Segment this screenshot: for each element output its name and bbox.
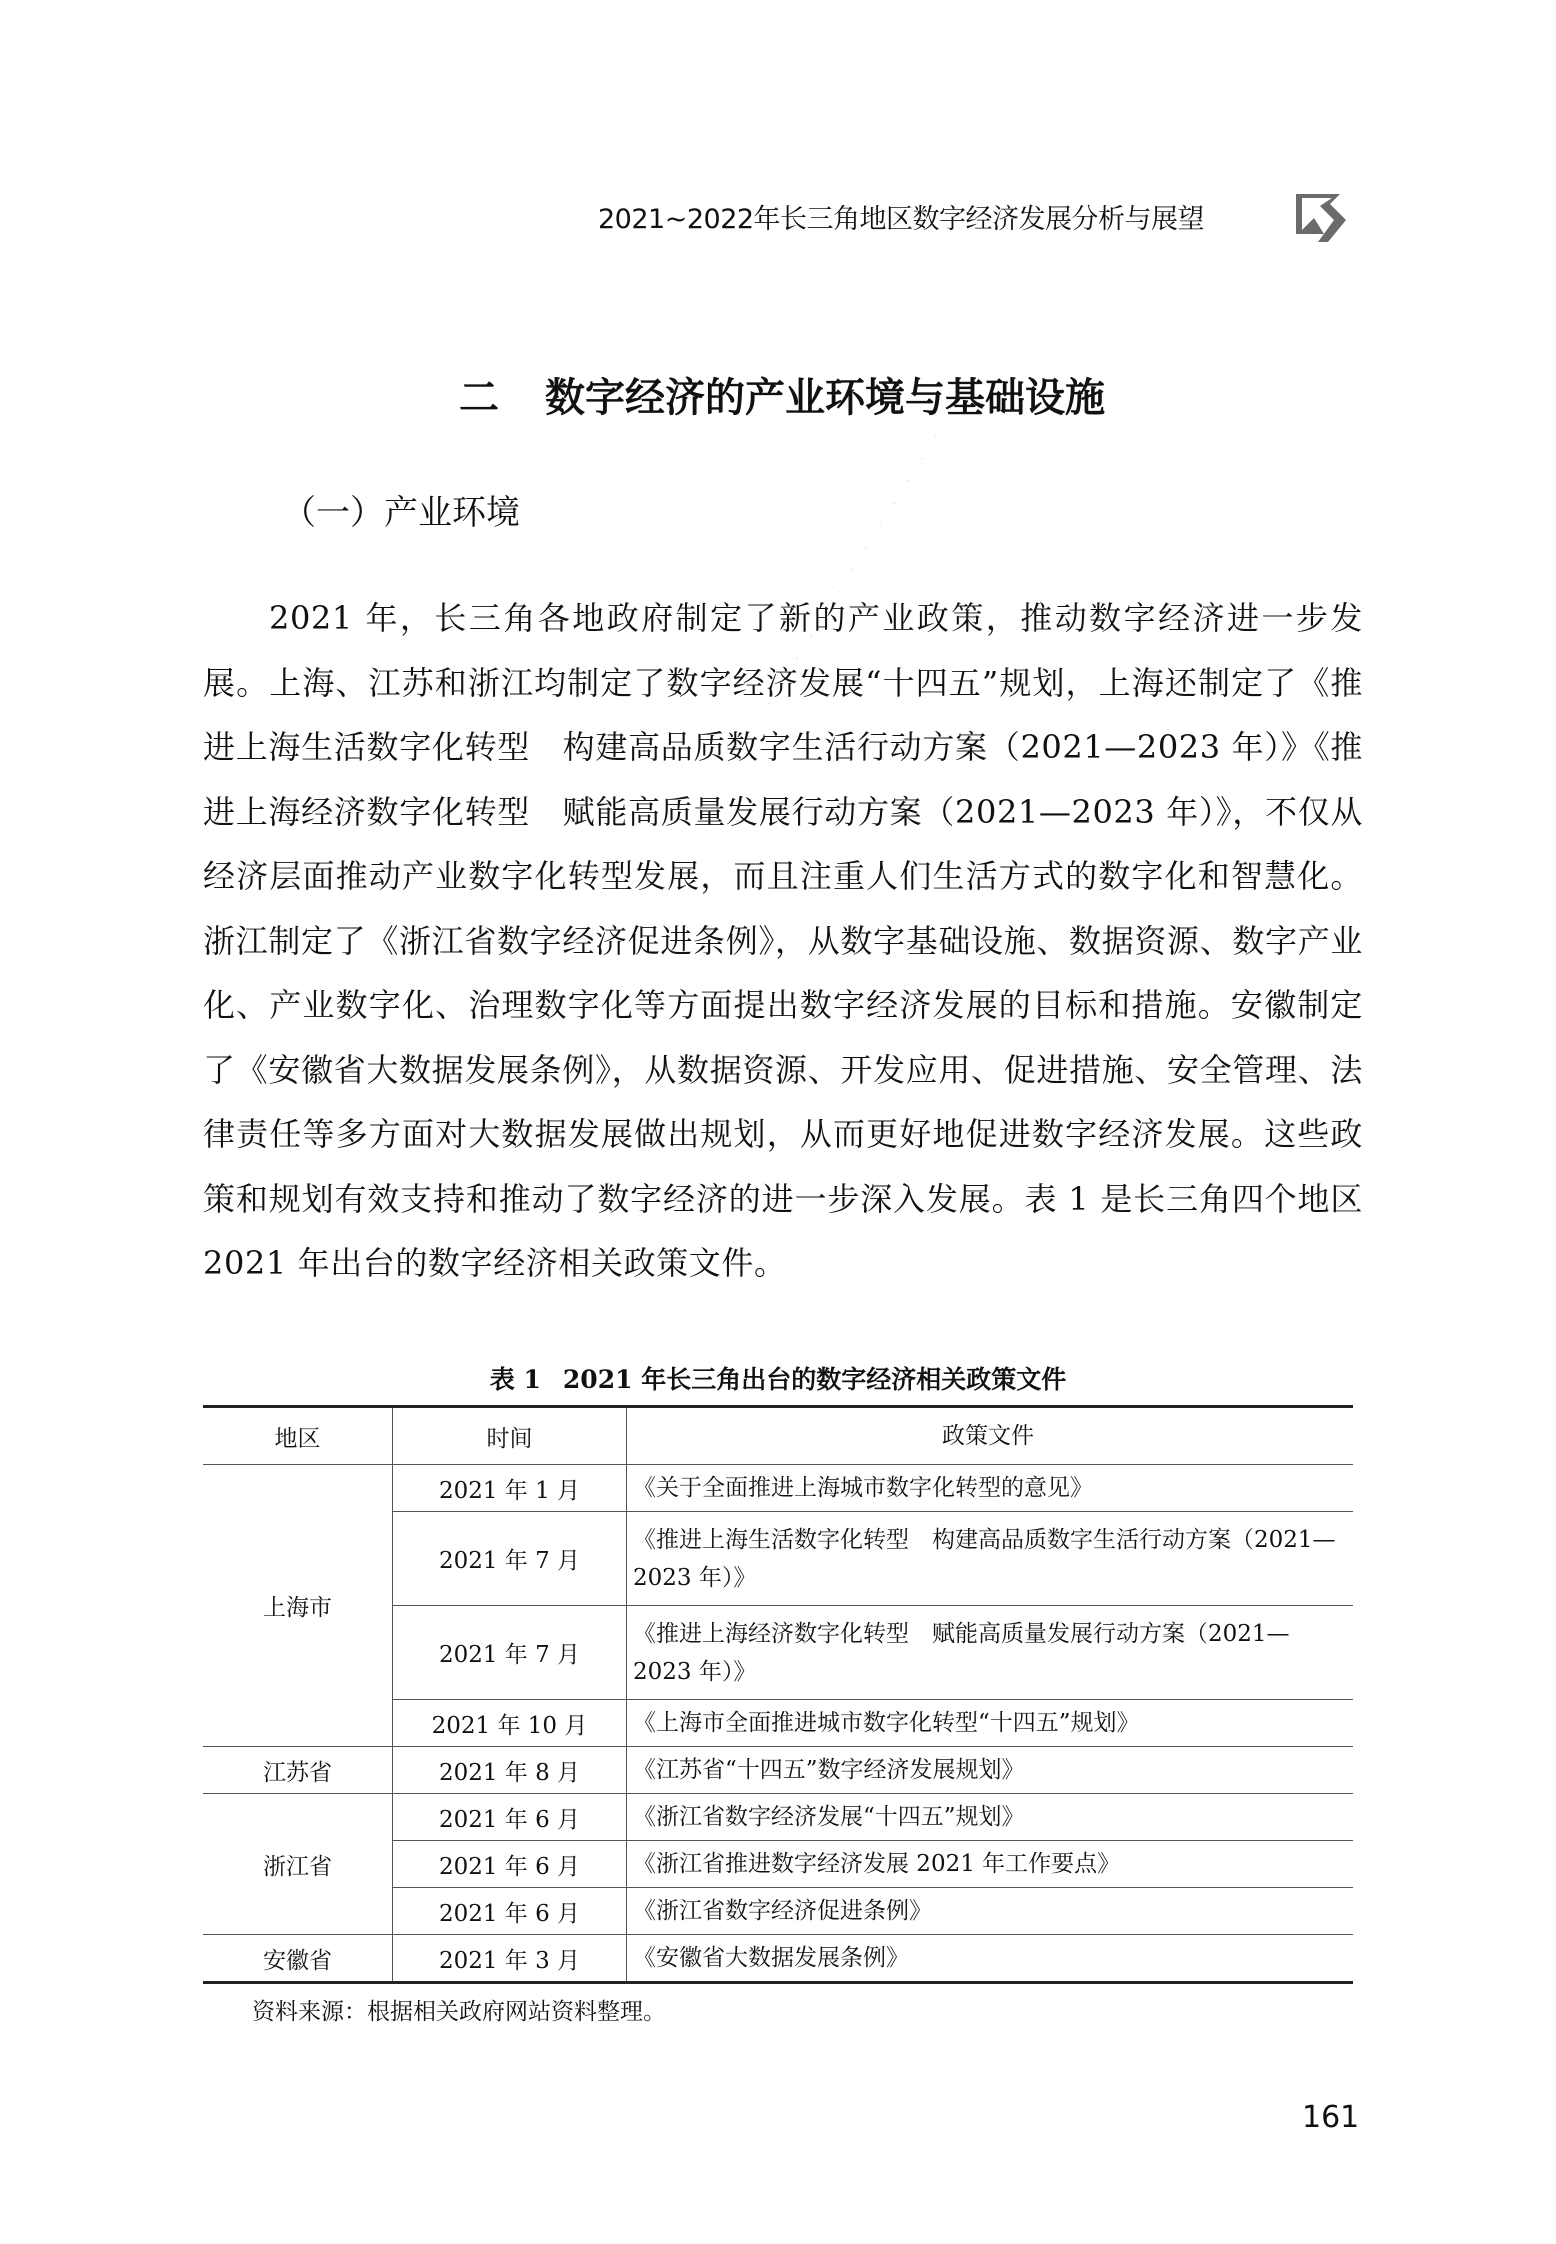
document-cell: 《上海市全面推进城市数字化转型“十四五”规划》 [627, 1700, 1354, 1747]
time-cell: 2021 年 6 月 [393, 1794, 627, 1841]
table-caption [0, 1362, 1556, 1398]
document-cell: 《浙江省推进数字经济发展 2021 年工作要点》 [627, 1841, 1354, 1888]
document-cell: 《浙江省数字经济发展“十四五”规划》 [627, 1794, 1354, 1841]
watermark: · · · · · · · · · · · · · · [760, 400, 964, 711]
table-source-note: 资料来源：根据相关政府网站资料整理。 [252, 1999, 666, 2025]
region-cell: 浙江省 [203, 1794, 393, 1935]
table-row [203, 1794, 1353, 1841]
column-header-document: 政策文件 [627, 1407, 1354, 1465]
time-cell: 2021 年 7 月 [393, 1606, 627, 1700]
table-caption-label: 表 1 [489, 1365, 541, 1394]
table-row [203, 1747, 1353, 1794]
time-cell: 2021 年 1 月 [393, 1465, 627, 1512]
running-header-title: 2021~2022年长三角地区数字经济发展分析与展望 [598, 204, 1205, 235]
table-caption-title: 2021 年长三角出台的数字经济相关政策文件 [562, 1365, 1067, 1394]
region-cell: 安徽省 [203, 1935, 393, 1983]
document-cell: 《推进上海生活数字化转型 构建高品质数字生活行动方案（2021—2023 年）》 [627, 1512, 1354, 1606]
column-header-time: 时间 [393, 1407, 627, 1465]
table-row [203, 1935, 1353, 1983]
time-cell: 2021 年 10 月 [393, 1700, 627, 1747]
document-cell: 《江苏省“十四五”数字经济发展规划》 [627, 1747, 1354, 1794]
document-cell: 《关于全面推进上海城市数字化转型的意见》 [627, 1465, 1354, 1512]
subsection-title: （一）产业环境 [282, 493, 520, 533]
time-cell: 2021 年 7 月 [393, 1512, 627, 1606]
document-cell: 《安徽省大数据发展条例》 [627, 1935, 1354, 1983]
section-number: 二 [459, 374, 499, 421]
section-title [0, 372, 1556, 424]
time-cell: 2021 年 6 月 [393, 1841, 627, 1888]
column-header-region: 地区 [203, 1407, 393, 1465]
page-number: 161 [1302, 2100, 1360, 2135]
body-paragraph: 2021 年，长三角各地政府制定了新的产业政策，推动数字经济进一步发展。上海、江苏和浙江均制定了数字经济发展“十四五”规划，上海还制定了《推进上海生活数字化转型 构建高品质数字生活行动方案（2021—2023 年）》《推进上海经济数字化转型 赋能高质量发展行动方案（2021—2023 年）》，不仅从经济层面推动产业数字化转型发展，而且注重人们生活方式的数字化和智慧化。浙江制定了《浙江省数字经济促进条例》，从数字基础设施、数据资源、数字产业化、产业数字化、治理数字化等方面提出数字经济发展的目标和措施。安徽制定了《安徽省大数据发展条例》，从数据资源、开发应用、促进措施、安全管理、法律责任等多方面对大数据发展做出规划，从而更好地促进数字经济发展。这些政策和规划有效支持和推动了数字经济的进一步深入发展。表 1 是长三角四个地区 2021 年出台的数字经济相关政策文件。 [203, 599, 1363, 1282]
policy-table [203, 1405, 1353, 1984]
region-cell: 江苏省 [203, 1747, 393, 1794]
document-cell: 《浙江省数字经济促进条例》 [627, 1888, 1354, 1935]
table-header-row [203, 1407, 1353, 1465]
table-row [203, 1465, 1353, 1512]
region-cell: 上海市 [203, 1465, 393, 1747]
time-cell: 2021 年 8 月 [393, 1747, 627, 1794]
book-corner-arrow-icon [1292, 190, 1362, 246]
document-cell: 《推进上海经济数字化转型 赋能高质量发展行动方案（2021—2023 年）》 [627, 1606, 1354, 1700]
time-cell: 2021 年 3 月 [393, 1935, 627, 1983]
time-cell: 2021 年 6 月 [393, 1888, 627, 1935]
section-title-text: 数字经济的产业环境与基础设施 [545, 374, 1105, 421]
